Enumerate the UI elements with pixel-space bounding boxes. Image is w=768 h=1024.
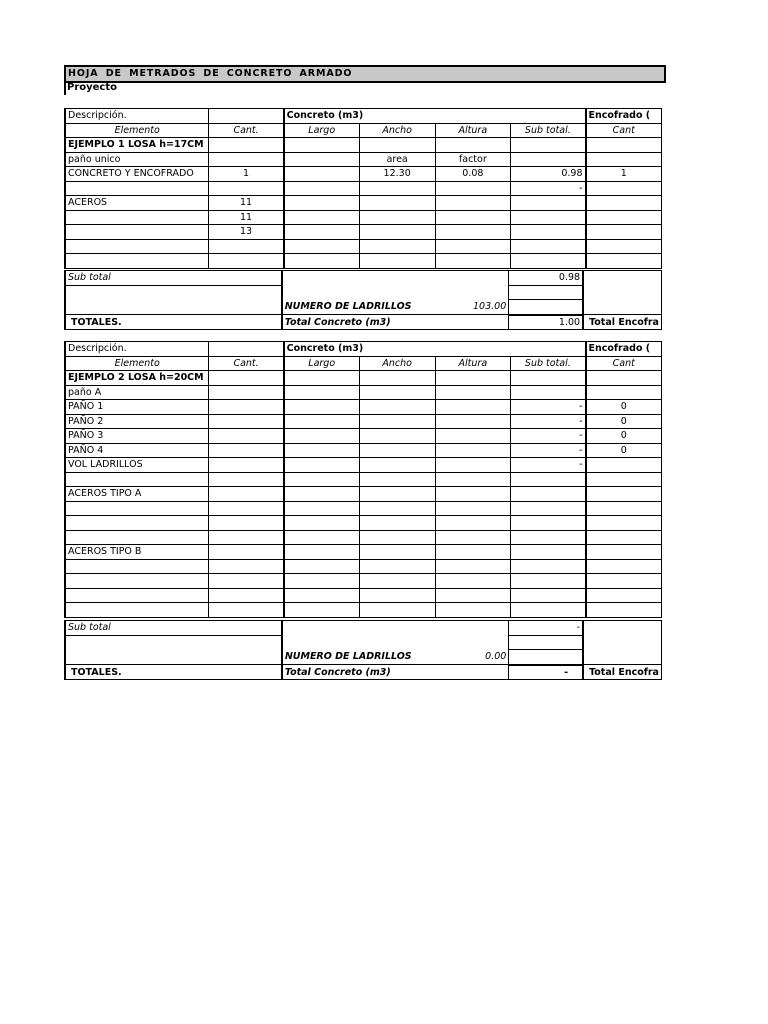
row-cant [209,603,284,618]
row-altura [435,225,511,240]
row-altura [435,181,511,196]
totals-table-2 [64,620,662,680]
row-cant2 [586,588,662,603]
row-cant2 [586,152,662,167]
row-cant2: 1 [586,167,662,182]
row-subtotal [511,588,586,603]
table-row [65,400,662,415]
header-subtotal: Sub total. [511,123,586,138]
row-cant [209,559,284,574]
row-subtotal [511,530,586,545]
metrado-table-2 [64,341,662,618]
table-row [65,458,662,473]
row-cant [209,181,284,196]
header-elemento: Elemento [65,356,209,371]
row-cant2 [586,530,662,545]
table-row [65,603,662,618]
row-cant2: 0 [586,400,662,415]
row-cant2 [586,472,662,487]
row-elemento [65,239,209,254]
total-concreto-value: - [509,665,583,680]
header-ancho: Ancho [359,123,435,138]
row-subtotal: - [511,181,586,196]
row-elemento: PAÑO 2 [65,414,209,429]
metrado-table-1 [64,108,662,269]
table-row [65,225,662,240]
row-subtotal: - [511,458,586,473]
row-elemento: VOL LADRILLOS [65,458,209,473]
row-cant2 [586,516,662,531]
row-elemento: PAÑO 3 [65,429,209,444]
header-encofrado: Encofrado ( [586,109,662,124]
table-row [65,414,662,429]
row-elemento [65,516,209,531]
row-altura [435,254,511,269]
ladrillos-label: NUMERO DE LADRILLOS [284,301,412,312]
row-elemento: paño unico [65,152,209,167]
row-cant [209,588,284,603]
table-row [65,516,662,531]
row-cant: 13 [209,225,284,240]
subtotal-value: 0.98 [509,271,583,286]
row-cant: 1 [209,167,284,182]
row-cant2 [586,603,662,618]
total-concreto-value: 1.00 [509,315,583,330]
subtotal-label: Sub total [65,271,282,286]
subtotal-value: - [509,621,583,636]
header-descripcion: Descripción. [65,109,209,124]
row-subtotal [511,239,586,254]
table-row [65,196,662,211]
row-subtotal [511,472,586,487]
row-cant2: 0 [586,429,662,444]
row-cant2 [586,196,662,211]
ladrillos-label: NUMERO DE LADRILLOS [284,651,412,662]
row-cant [209,501,284,516]
row-subtotal: - [511,443,586,458]
row-subtotal [511,487,586,502]
row-cant2 [586,239,662,254]
row-subtotal [511,501,586,516]
row-cant2 [586,210,662,225]
header-largo: Largo [284,356,360,371]
table-row [65,152,662,167]
row-subtotal: - [511,414,586,429]
table-row [65,443,662,458]
row-cant [209,414,284,429]
total-concreto-label: Total Concreto (m3) [282,665,509,680]
row-elemento [65,472,209,487]
table-row [65,588,662,603]
row-elemento: PAÑO 1 [65,400,209,415]
row-subtotal [511,196,586,211]
table-row [65,487,662,502]
row-subtotal [511,152,586,167]
row-subtotal [511,559,586,574]
row-cant2: 0 [586,414,662,429]
header-elemento: Elemento [65,123,209,138]
row-cant [209,443,284,458]
row-elemento: CONCRETO Y ENCOFRADO [65,167,209,182]
row-largo [284,196,360,211]
row-subtotal: - [511,429,586,444]
row-cant2 [586,501,662,516]
row-cant2 [586,225,662,240]
header-cant: Cant. [209,356,284,371]
header-descripcion: Descripción. [65,342,209,357]
row-cant [209,516,284,531]
row-cant2 [586,487,662,502]
row-cant [209,385,284,400]
project-label: Proyecto [64,81,665,95]
header-cant2: Cant [586,356,662,371]
row-subtotal: 0.98 [511,167,586,182]
row-altura: 0.08 [435,167,511,182]
row-elemento: ACEROS TIPO A [65,487,209,502]
row-cant2 [586,254,662,269]
row-cant [209,458,284,473]
row-cant [209,429,284,444]
table-row [65,559,662,574]
row-subtotal [511,210,586,225]
row-cant [209,400,284,415]
row-subtotal: - [511,400,586,415]
row-subtotal [511,225,586,240]
row-elemento: ACEROS [65,196,209,211]
table-row [65,239,662,254]
row-ancho [359,239,435,254]
row-cant: 11 [209,196,284,211]
header-concreto: Concreto (m3) [284,109,586,124]
row-largo [284,152,360,167]
row-cant2 [586,458,662,473]
row-elemento [65,530,209,545]
ladrillos-value: 103.00 [473,301,507,312]
table-row [65,254,662,269]
block-name: EJEMPLO 2 LOSA h=20CM [65,371,209,386]
row-largo [284,254,360,269]
row-cant [209,487,284,502]
row-cant2 [586,559,662,574]
total-encofrado-label: Total Encofra [583,315,661,330]
table-row [65,472,662,487]
row-ancho [359,181,435,196]
row-cant [209,574,284,589]
row-largo [284,225,360,240]
row-elemento: PAÑO 4 [65,443,209,458]
row-cant2: 0 [586,443,662,458]
row-altura: factor [435,152,511,167]
row-ancho [359,196,435,211]
row-cant [209,239,284,254]
row-cant2 [586,181,662,196]
row-largo [284,239,360,254]
row-cant [209,152,284,167]
table-row [65,501,662,516]
table-row [65,574,662,589]
row-elemento [65,225,209,240]
row-subtotal [511,603,586,618]
table-row [65,429,662,444]
row-elemento [65,501,209,516]
row-cant [209,472,284,487]
row-ancho: area [359,152,435,167]
row-elemento [65,574,209,589]
totals-table-1 [64,270,662,330]
row-cant [209,545,284,560]
row-largo [284,210,360,225]
table-row [65,530,662,545]
row-cant: 11 [209,210,284,225]
totales-label: TOTALES. [65,315,282,330]
row-ancho [359,210,435,225]
totales-label: TOTALES. [65,665,282,680]
sheet-title: HOJA DE METRADOS DE CONCRETO ARMADO [64,65,666,83]
row-elemento: ACEROS TIPO B [65,545,209,560]
header-cant: Cant. [209,123,284,138]
row-elemento [65,210,209,225]
table-row [65,181,662,196]
row-largo [284,167,360,182]
header-ancho: Ancho [359,356,435,371]
row-ancho [359,225,435,240]
row-elemento [65,181,209,196]
row-elemento [65,254,209,269]
table-row [65,385,662,400]
header-encofrado: Encofrado ( [586,342,662,357]
table-row [65,545,662,560]
row-subtotal [511,254,586,269]
header-cant2: Cant [586,123,662,138]
row-altura [435,239,511,254]
header-largo: Largo [284,123,360,138]
row-elemento: paño A [65,385,209,400]
header-subtotal: Sub total. [511,356,586,371]
row-subtotal [511,385,586,400]
block-name: EJEMPLO 1 LOSA h=17CM [65,138,209,153]
row-ancho: 12.30 [359,167,435,182]
row-subtotal [511,574,586,589]
row-elemento [65,588,209,603]
header-altura: Altura [435,123,511,138]
row-subtotal [511,516,586,531]
subtotal-label: Sub total [65,621,282,636]
row-cant [209,530,284,545]
header-concreto: Concreto (m3) [284,342,586,357]
row-cant2 [586,574,662,589]
table-row [65,210,662,225]
row-ancho [359,254,435,269]
row-cant [209,254,284,269]
ladrillos-value: 0.00 [485,651,507,662]
total-concreto-label: Total Concreto (m3) [282,315,509,330]
row-subtotal [511,545,586,560]
row-elemento [65,603,209,618]
header-altura: Altura [435,356,511,371]
table-row [65,167,662,182]
row-altura [435,210,511,225]
row-elemento [65,559,209,574]
row-largo [284,181,360,196]
row-cant2 [586,385,662,400]
row-altura [435,196,511,211]
total-encofrado-label: Total Encofra [583,665,661,680]
row-cant2 [586,545,662,560]
